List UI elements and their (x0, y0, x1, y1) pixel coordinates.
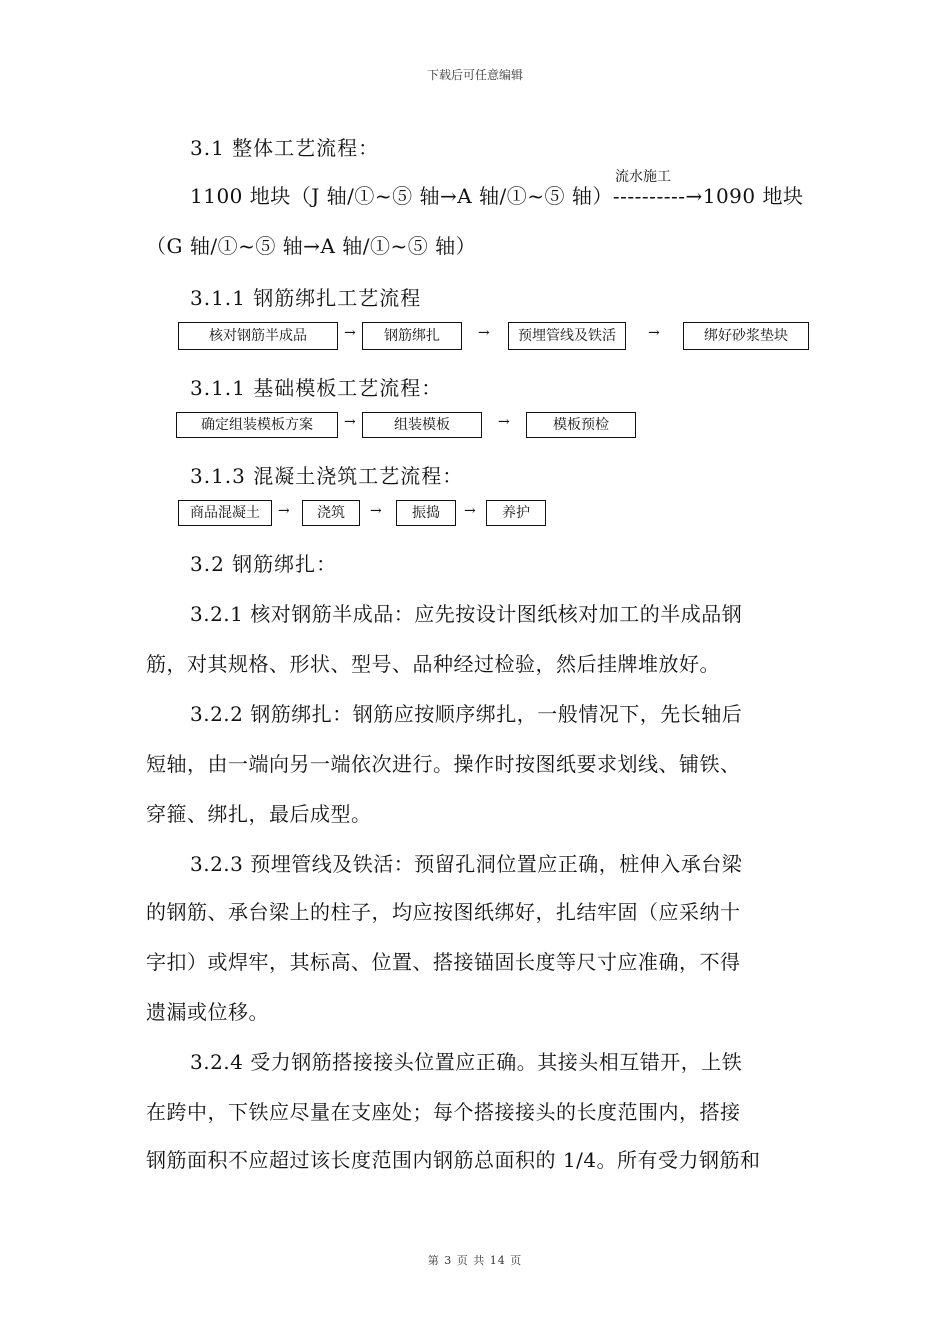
paragraph-line: 3.2.1 核对钢筋半成品：应先按设计图纸核对加工的半成品钢 (190, 602, 743, 626)
page-header: 下载后可任意编辑 (426, 68, 523, 82)
paragraph-line: 穿箍、绑扎，最后成型。 (146, 802, 372, 826)
section-3-1-1-formwork-heading: 3.1.1 基础模板工艺流程： (190, 376, 443, 400)
flow-box: 组装模板 (362, 412, 482, 438)
arrow: → (464, 503, 476, 519)
flow-box: 模板预检 (526, 412, 636, 438)
paragraph-line: 钢筋面积不应超过该长度范围内钢筋总面积的 1/4。所有受力钢筋和 (146, 1148, 761, 1172)
flow-line-2: （G 轴/①~⑤ 轴→A 轴/①~⑤ 轴） (146, 234, 477, 258)
arrow: → (278, 503, 290, 519)
page-footer: 第 3 页 共 14 页 (427, 1254, 523, 1267)
paragraph-line: 3.2.2 钢筋绑扎：钢筋应按顺序绑扎，一般情况下，先长轴后 (190, 702, 743, 726)
paragraph-line: 字扣）或焊牢，其标高、位置、搭接锚固长度等尺寸应准确，不得 (146, 950, 741, 974)
arrow: → (648, 325, 660, 341)
paragraph-line: 3.2.4 受力钢筋搭接接头位置应正确。其接头相互错开，上铁 (190, 1050, 743, 1074)
arrow: → (370, 503, 382, 519)
section-3-1-heading: 3.1 整体工艺流程： (190, 136, 380, 160)
arrow: → (498, 414, 510, 430)
arrow: → (478, 325, 490, 341)
paragraph-line: 遗漏或位移。 (146, 1000, 269, 1024)
arrow: → (344, 325, 356, 341)
flow-box: 预埋管线及铁活 (508, 322, 626, 350)
paragraph-line: 3.2.3 预埋管线及铁活：预留孔洞位置应正确，桩伸入承台梁 (190, 852, 743, 876)
flow-box: 浇筑 (302, 500, 360, 526)
paragraph-line: 的钢筋、承台梁上的柱子，均应按图纸绑好，扎结牢固（应采纳十 (146, 900, 741, 924)
flow-box: 养护 (486, 500, 546, 526)
paragraph-line: 短轴，由一端向另一端依次进行。操作时按图纸要求划线、铺铁、 (146, 752, 741, 776)
section-3-1-1-rebar-heading: 3.1.1 钢筋绑扎工艺流程 (190, 286, 422, 310)
flow-box: 绑好砂浆垫块 (683, 322, 809, 350)
flow-box: 钢筋绑扎 (362, 322, 462, 350)
flow-note: 流水施工 (615, 169, 671, 185)
section-3-2-heading: 3.2 钢筋绑扎： (190, 552, 338, 576)
flow-line-1: 1100 地块（J 轴/①~⑤ 轴→A 轴/①~⑤ 轴）----------→1090 地块 (190, 184, 804, 208)
paragraph-line: 筋，对其规格、形状、型号、品种经过检验，然后挂牌堆放好。 (146, 652, 720, 676)
flow-box: 核对钢筋半成品 (178, 322, 338, 350)
flow-box: 振捣 (396, 500, 456, 526)
flow-box: 确定组装模板方案 (176, 412, 338, 438)
arrow: → (344, 414, 356, 430)
section-3-1-3-heading: 3.1.3 混凝土浇筑工艺流程： (190, 464, 464, 488)
paragraph-line: 在跨中，下铁应尽量在支座处；每个搭接接头的长度范围内，搭接 (146, 1100, 741, 1124)
flow-box: 商品混凝土 (178, 500, 272, 526)
